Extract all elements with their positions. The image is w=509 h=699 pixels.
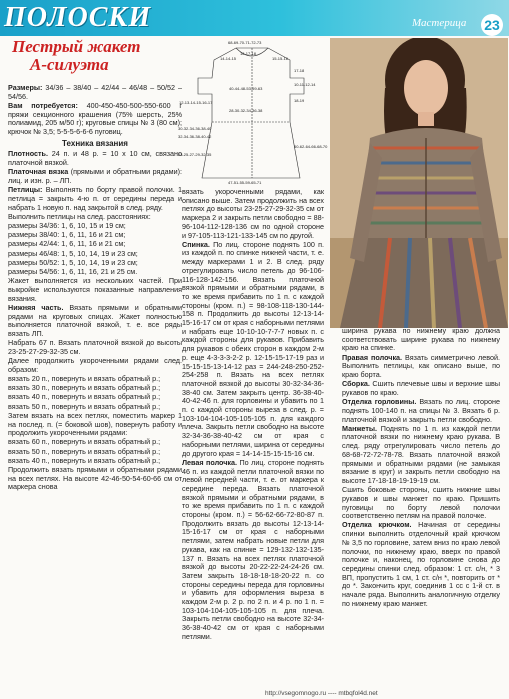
col1-paragraph: вязать 40 п., повернуть и вязать обратный р.;: [8, 455, 161, 465]
page-number: 23: [481, 14, 503, 36]
col1-paragraph: вязать 40 п., повернуть и вязать обратный р.;: [8, 392, 161, 402]
col1-paragraph: Набрать 67 п. Вязать платочной вязкой до высоты 23-25-27-29-32-35 см.: [8, 338, 182, 356]
schema-svg: [176, 38, 330, 188]
schema-side-heights: 30-32-34-36-38-40: [178, 126, 212, 131]
schema-neck: 16-17-18: [240, 51, 257, 56]
col1-paragraph: Жакет выполняется из нескольких частей. При выкройке используются показанные направления вязания.: [8, 276, 182, 303]
schema-sleeve-edge: 17-18: [294, 68, 305, 73]
series-label: Мастерица: [412, 17, 467, 29]
schema-bottom-widths: 47-51-55-59-65-71: [228, 180, 262, 185]
schema-armhole: 12-13-14-15-16-17: [179, 100, 213, 105]
col1-paragraph: Техника вязания: [62, 138, 128, 148]
col1-paragraph: Петлицы: Выполнять по борту правой полочки. 1 петлица = закрыть 4-ю п. от середины переда и набрать 1 новую п. над закрытой в след. ряду.: [8, 185, 182, 212]
text-column-1: [8, 84, 182, 493]
model-illustration: [330, 38, 508, 328]
title-line-2: А-силуэта: [30, 55, 109, 74]
schema-top-widths: 68-69-70-71-72-73: [228, 40, 262, 45]
col1-paragraph: Плотность. 24 п. и 48 р. = 10 х 10 см, связано платочной вязкой.: [8, 149, 182, 168]
footer-url: http://vsegomnogo.ru ---- mtbqfol4d.net: [265, 690, 378, 697]
text-column-2: [182, 188, 324, 642]
col1-paragraph: размеры 34/36: 1, 6, 10, 15 и 19 см;: [8, 221, 126, 231]
col1-paragraph: размеры 54/56: 1, 6, 11, 16, 21 и 25 см.: [8, 267, 138, 277]
article-title: [12, 38, 182, 74]
schema-body-heights: 60-62-64-66-68-70: [294, 144, 328, 149]
col1-paragraph: размеры 46/48: 1, 5, 10, 14, 19 и 23 см;: [8, 248, 138, 258]
col1-paragraph: Платочная вязка (прямыми и обратными рядами): лиц. и изн. р. – ЛП.: [8, 167, 182, 186]
schema-shoulder-a: 14-14-15: [220, 56, 237, 61]
col3-paragraph: Отделка крючком. Начиная от середины спинки выполнить отделочный край крючком № 3,5 по горловине, затем вниз по краю левой полочки, по нижнему краю, вверх по правой полочке и, наконец, по горловине снова до середины спинки след. образом: 1 ст. с/н, * 3 ВП, пропустить 1 см, 1 ст. с/н *, повторить от * до *. Закончить круг, соединив 1 сс с 1-й ст. в начале ряда. Выполнить аналогичную отделку по нижнему краю манжет.: [342, 520, 500, 608]
col2-paragraph: вязать укороченными рядами, как описано выше. Затем продолжить на всех петлях до высоты 23-25-27-29-32-35 см от маркера 2 и закрыть петли свободно = 88-96-104-112-128-136 см по одной стороне и 97-105-113-121-133-145 см по другой.: [182, 187, 324, 240]
schema-total-heights: 32-34-36-38-40-42: [178, 134, 212, 139]
col1-paragraph: Вам потребуется: 400-450-450-500-550-600 г пряжи секционного крашения (75% шерсть, 25% полиамид, 205 м/50 г); круговые спицы № 3 (80 см); крючок № 3,5; 5-5-5-6-6-6 пуговиц.: [8, 100, 182, 137]
col1-paragraph: Далее продолжить укороченными рядами след. образом:: [8, 356, 182, 374]
col1-paragraph: Нижняя часть. Вязать прямыми и обратными рядами на круговых спицах. Жакет полностью выполняется платочной вязкой, т. е. все ряды вязать ЛП.: [8, 302, 182, 338]
schema-inner: 28-30-32-34-36-38: [229, 108, 263, 113]
col2-paragraph: Спинка. По лиц. стороне поднять 100 п. из каждой п. по спинке нижней части, т. е. между маркерами 1 и 2. В след. ряду отрегулировать число петель до 96-106-116-128-142-156. Вязать платочной вязкой прямыми и обратными рядами, в то же время прибавить по 1 п. с каждой стороны (кром. п.) = 98-108-118-130-144-158 п. Продолжить до высоты 12-13-14-15-16-17 см от края с наборными петлями и набрать еще 10-10-10-7-7-7 новых п. с каждой стороны для рукавов. Прибавить для рукавов с обеих сторон в каждом 2-м р. еще 4-3-3-3-2-2 р. 12-15-15-17-19 раз и 15-15-15-13-14-12 раз = 244-248-250-252-254-258 п. Вязать на всех петлях платочной вязкой до высоты 30-32-34-36-38-40 см. Затем закрыть центр. 36-38-40-40-42-46 п. для горловины и убавить по 1 п. с каждой стороны выреза в след. р. = 103-104-104-105-105-105 п. для каждого плеча. Закрыть петли свободно на высоте 32-34-36-38-40-42 см от края с наборными петлями, ширина от середины до другого края = 14-14-15-15-15-16 см.: [182, 239, 324, 458]
schema-sleeve-length: 10-11-12-14: [294, 82, 316, 87]
col1-paragraph: Размеры: 34/36 – 38/40 – 42/44 – 46/48 – 50/52 – 54/56.: [8, 83, 182, 101]
col3-paragraph: Правая полочка. Вязать симметрично левой. Выполнить петлицы, как описано выше, по краю борта.: [342, 352, 500, 380]
col3-paragraph: Манжеты. Поднять по 1 п. из каждой петли платочной вязки по нижнему краю рукава. В след. ряду отрегулировать число петель до 68-68-72-72-78-78. Вязать платочной вязкой прямыми и обратными рядами (не замыкая вязание в круг) и закрыть петли свободно на высоте 17-18-18-19-19-19 см.: [342, 423, 500, 485]
col1-paragraph: вязать 20 п., повернуть и вязать обратный р.;: [8, 374, 161, 383]
schema-hem: 23-25-27-29-32-35: [178, 152, 212, 157]
col1-paragraph: вязать 30 п., повернуть и вязать обратный р.;: [8, 383, 161, 393]
knitting-schema: [176, 38, 330, 188]
model-photo: [330, 38, 508, 328]
col1-paragraph: вязать 50 п., повернуть и вязать обратный р.;: [8, 446, 161, 456]
schema-shoulder-b: 15-15-16: [272, 56, 289, 61]
col3-paragraph: Сборка. Сшить плечевые швы и верхние швы рукавов по краю.: [342, 379, 500, 397]
text-column-3: [342, 327, 500, 609]
col1-paragraph: Затем вязать на всех петлях, поместить маркер 1 на послед. п. (= боковой шов), повернуть работу и продолжить укороченными рядами:: [8, 410, 182, 438]
col2-paragraph: Левая полочка. По лиц. стороне поднять 46 п. из каждой петли платочной вязки по левой передней части, т. е. от маркера к середине переда. Вязать платочной вязкой прямыми и обратными рядами, в то же время прибавить по 1 п. с каждой стороны (кром. п.) = 56-62-66-72-80-87 п. Продолжить вязать до высоты 12-13-14-15-16-17 см от края с наборными петлями, затем набрать новые петли для рукава, как на спинке = 129-132-132-135-137 п. Вязать на всех петлях платочной вязкой до высоты 20-22-22-24-24-26 см. Затем закрыть 18-18-18-18-20-22 п. со стороны середины переда для горловины и убавить для оформления выреза в каждом 2-м р. 2 р. по 2 п. и 4 р. по 1 п. = 103-104-104-105-105-105 п. для плеча. Закрыть петли свободно на высоте 32-34-36-38-40-42 см от края с наборными петлями.: [182, 457, 324, 641]
col1-paragraph: размеры 38/40: 1, 6, 11, 16 и 21 см;: [8, 230, 126, 240]
schema-mid-widths: 40-44-48-53-59-63: [229, 86, 263, 91]
col1-paragraph: размеры 42/44: 1, 6, 11, 16 и 21 см;: [8, 239, 126, 249]
section-title: ПОЛОСКИ: [4, 2, 152, 33]
col3-paragraph: Сшить боковые стороны, сшить нижние швы рукавов и швы манжет по краю. Пришить пуговицы по борту левой полочки соответственно петлям на правой полочке.: [342, 485, 500, 521]
col1-paragraph: размеры 50/52: 1, 5, 10, 14, 19 и 23 см;: [8, 257, 138, 267]
schema-sleeve-b: 18-19: [294, 98, 305, 103]
schema-outline: [198, 48, 304, 178]
col1-paragraph: Выполнить петлицы на след. расстояниях:: [8, 211, 151, 221]
col1-paragraph: вязать 60 п., повернуть и вязать обратный р.;: [8, 437, 161, 447]
col3-paragraph: Отделка горловины. Вязать по лиц. стороне поднять 100-140 п. на спицы № 3. Вязать 6 р. платочной вязкой и закрыть петли свободно.: [342, 397, 500, 424]
col1-paragraph: вязать 50 п., повернуть и вязать обратный р.;: [8, 401, 161, 411]
col1-paragraph: Продолжить вязать прямыми и обратными рядами на всех петлях. На высоте 42-46-50-54-60-66 см от маркера снова: [8, 465, 182, 492]
title-line-1: Пестрый жакет: [12, 37, 141, 56]
col3-paragraph: ширина рукава по нижнему краю должна соответствовать ширине рукава по нижнему краю на спинке.: [342, 326, 500, 353]
